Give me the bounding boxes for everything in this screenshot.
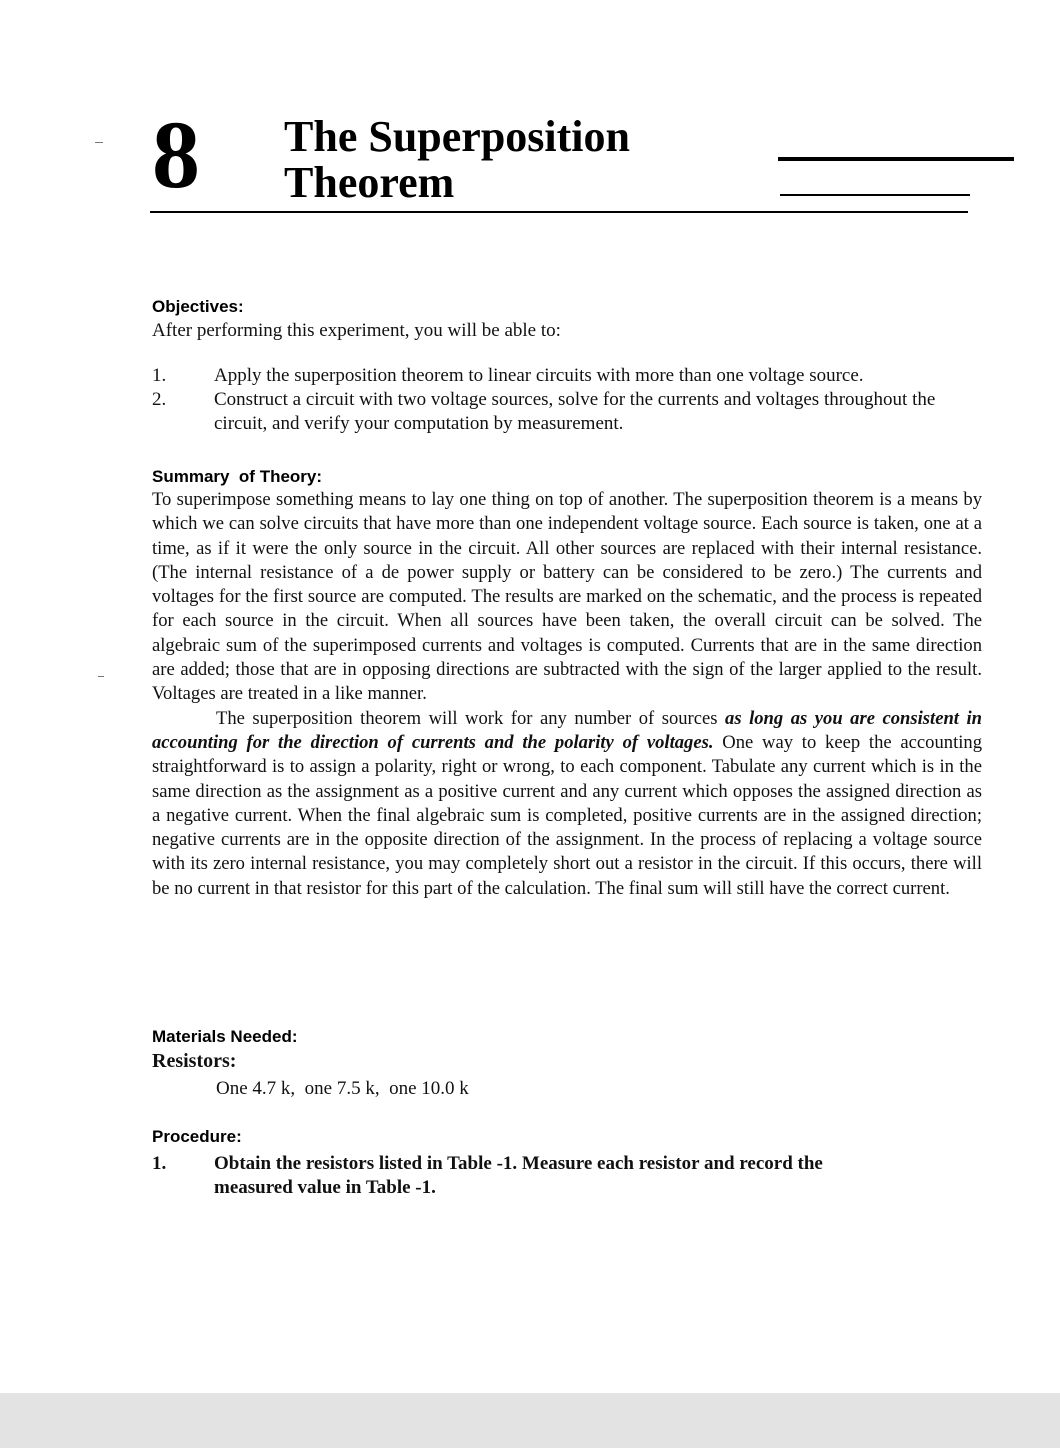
objectives-heading: Objectives: [152, 297, 244, 316]
list-item-number: 1. [152, 365, 167, 386]
header-rule-right-thin [780, 194, 970, 196]
theory-paragraph-2 [152, 707, 982, 901]
list-item [152, 1152, 982, 1200]
header-rule-right-thick [778, 157, 1014, 161]
theory-paragraph-1: To superimpose something means to lay one thing on top of another. The superposition theorem is a means by which we can solve circuits that have more than one independent voltage source. Each source is taken, one at a time, as if it were the only source in the circuit. All other sources are replaced with their internal resistance. (The internal resistance of a de power supply or battery can be considered to be zero.) The currents and voltages for the first source are computed. The results are marked on the schematic, and the process is repeated for each source in the circuit. When all sources have been taken, the overall circuit can be solved. The algebraic sum of the superimposed currents and voltages is computed. Currents that are in the same direction are added; those that are in opposing directions are subtracted with the sign of the larger applied to the result. Voltages are treated in a like manner. [152, 489, 982, 705]
chapter-title-line2: Theorem [284, 158, 455, 207]
viewer-bottom-bar [0, 1393, 1060, 1448]
chapter-title-line1: The Superposition [284, 112, 630, 161]
theory-body [152, 488, 982, 901]
objectives-intro: After performing this experiment, you will be able to: [152, 320, 561, 341]
list-item [152, 364, 982, 388]
header-rule-bottom [150, 211, 968, 213]
procedure-list [152, 1152, 982, 1200]
list-item [152, 388, 982, 436]
procedure-heading: Procedure: [152, 1127, 242, 1146]
list-item-text: Apply the superposition theorem to linear circuits with more than one voltage source. [214, 365, 864, 386]
list-item-text: Obtain the resistors listed in Table -1. Measure each resistor and record the measured value in Table -1. [214, 1153, 823, 1198]
list-item-number: 1. [152, 1153, 167, 1174]
margin-mark [95, 142, 103, 143]
materials-heading: Materials Needed: [152, 1027, 298, 1046]
chapter-title [284, 114, 630, 206]
theory-paragraph-2-emphasis: as long as you are consistent in accounting for the direction of currents and the polarity of voltages. [152, 707, 982, 753]
chapter-number: 8 [152, 101, 200, 208]
theory-paragraph-2-start: The superposition theorem will work for any number of sources [216, 707, 726, 729]
margin-mark [98, 676, 104, 677]
resistors-list: One 4.7 k, one 7.5 k, one 10.0 k [216, 1078, 469, 1099]
list-item-text: Construct a circuit with two voltage sources, solve for the currents and voltages throughout the circuit, and verify your computation by measurement. [214, 389, 936, 434]
theory-heading: Summary of Theory: [152, 467, 323, 486]
list-item-number: 2. [152, 389, 167, 410]
resistors-label: Resistors: [152, 1050, 237, 1072]
objectives-list [152, 364, 982, 436]
theory-paragraph-2-rest: One way to keep the accounting straightforward is to assign a polarity, right or wrong, to each component. Tabulate any current which is in the same direction as the assignment as a positive current and any current which opposes the assigned direction as a negative current. When the final algebraic sum is completed, positive currents are in the assigned direction; negative currents are in the opposite direction of the assignment. In the process of replacing a voltage source with its zero internal resistance, you may completely short out a resistor in the circuit. If this occurs, there will be no current in that resistor for this part of the calculation. The final sum will still have the correct current. [152, 731, 982, 899]
